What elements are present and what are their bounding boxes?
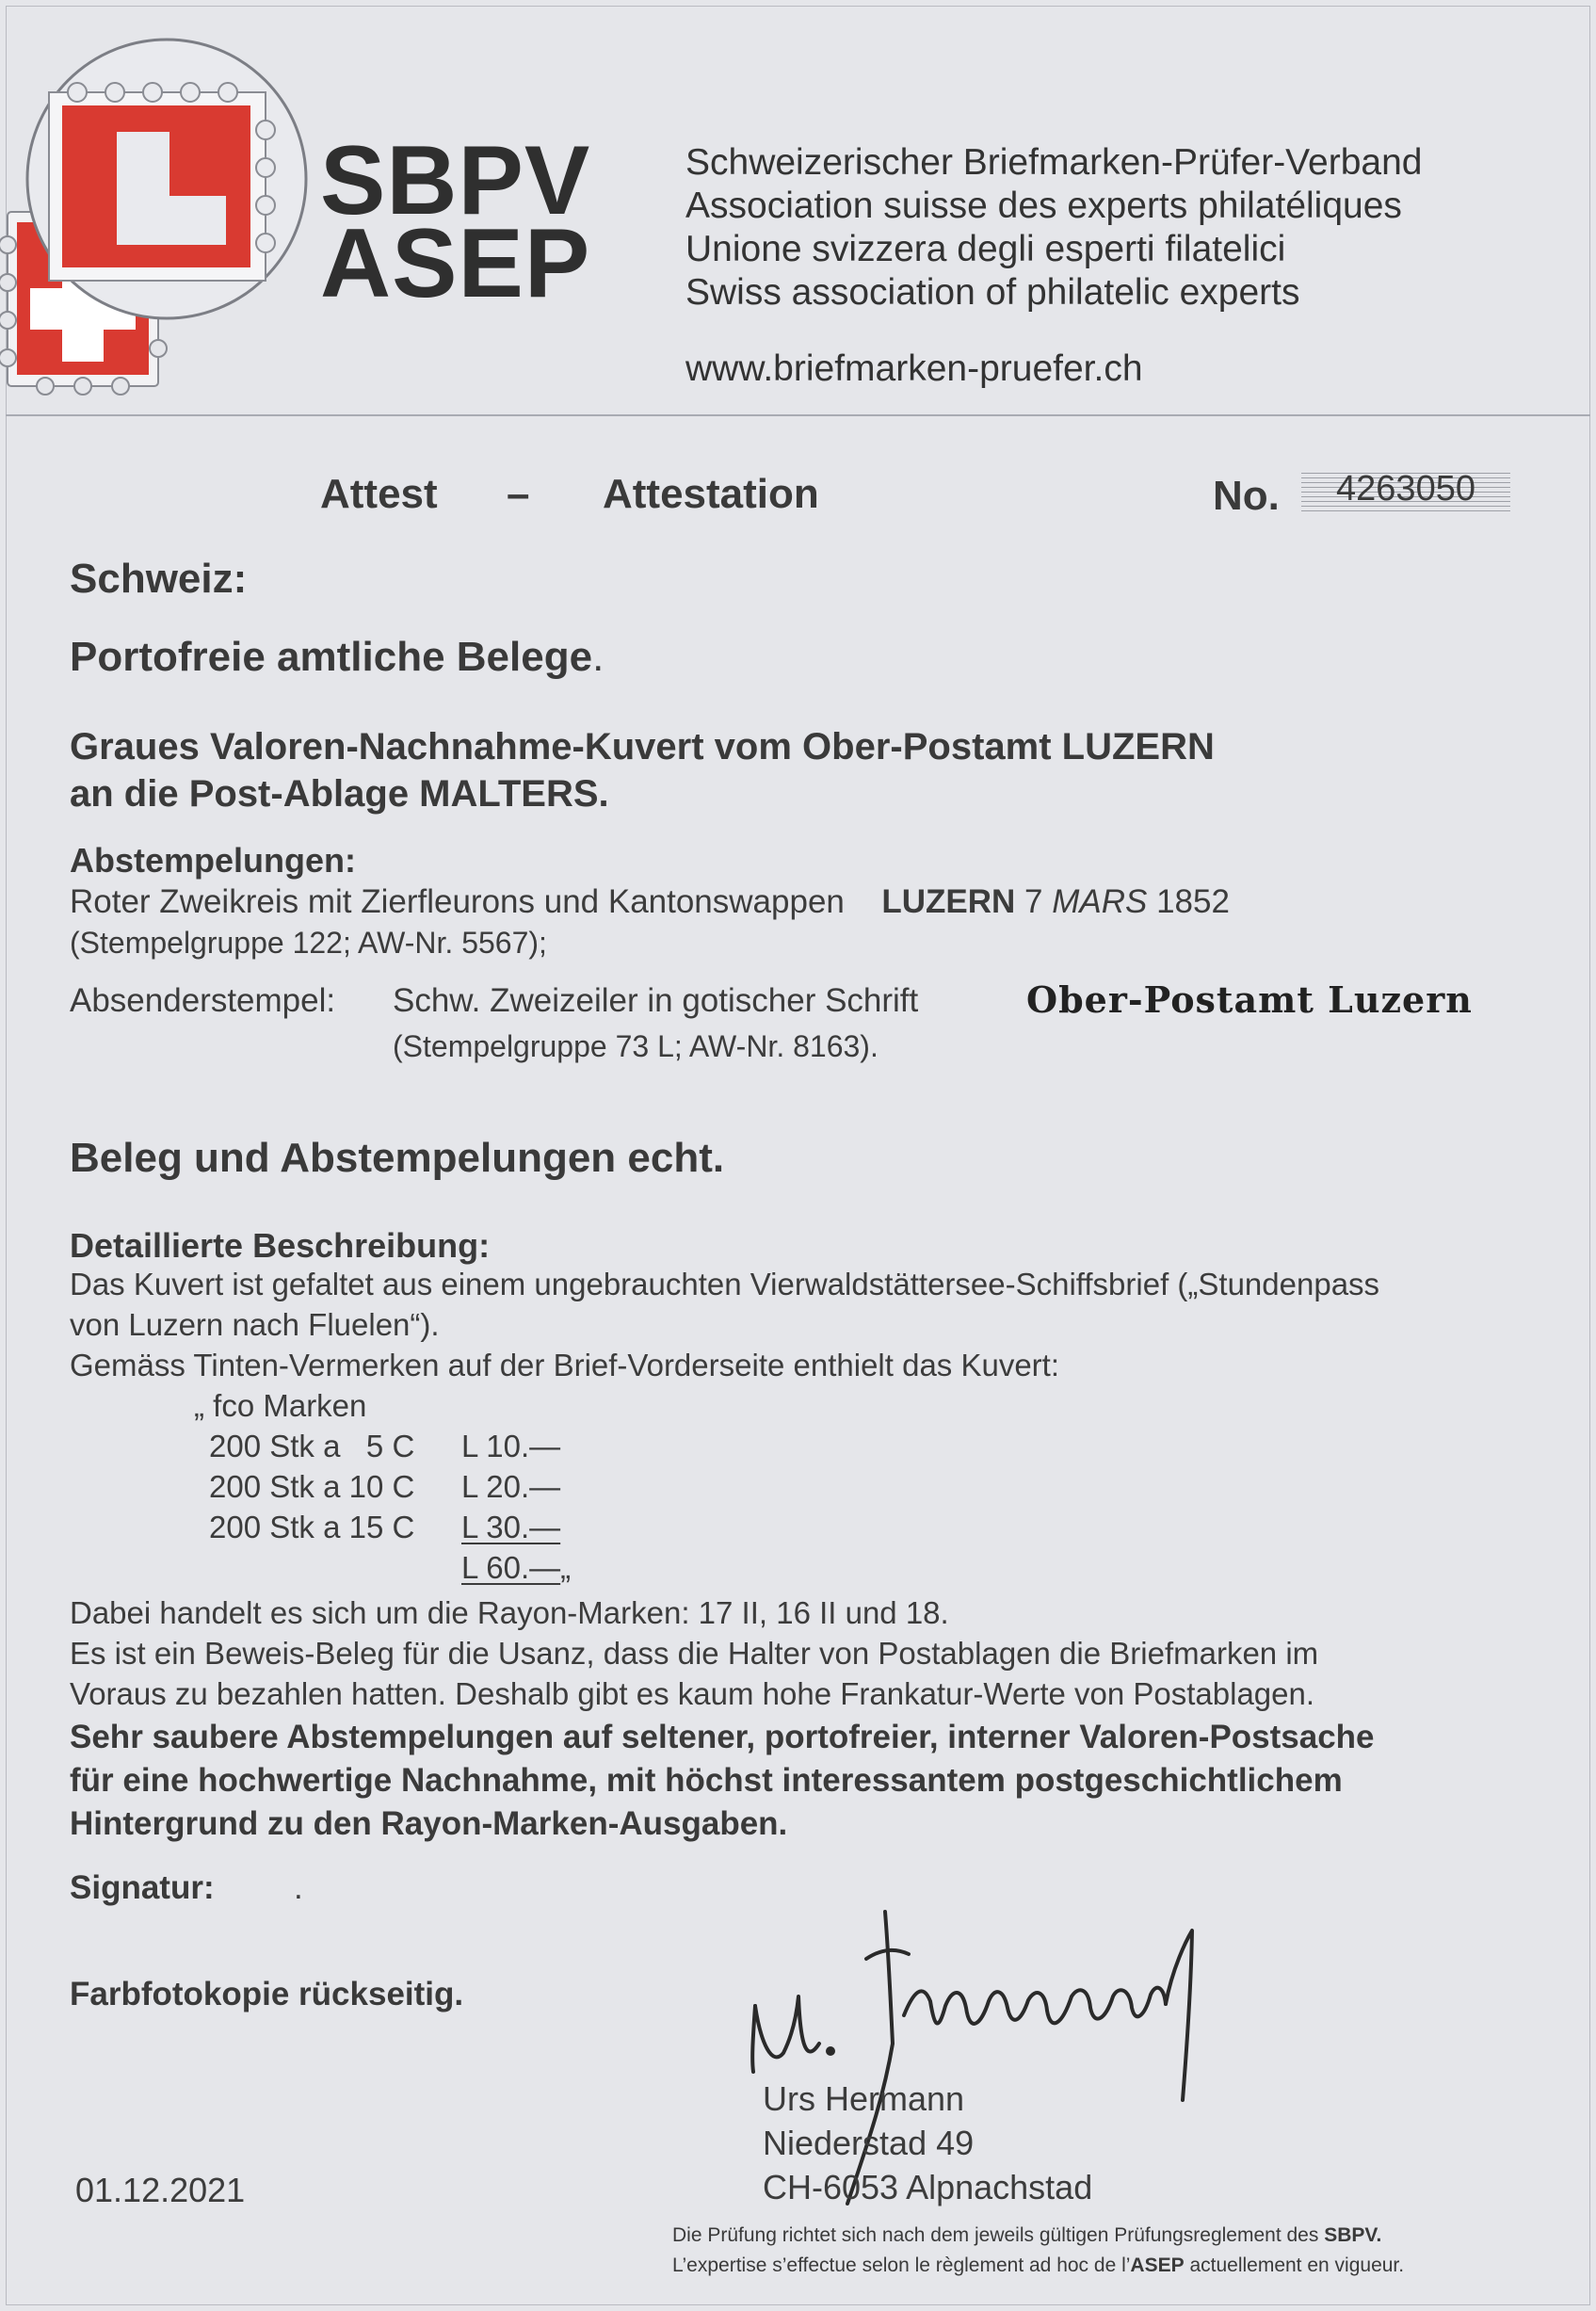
- sender-stamp-gothic: Ober-Postamt Luzern: [1026, 978, 1473, 1021]
- country-heading: Schweiz:: [70, 556, 248, 602]
- detail-after-line: Es ist ein Beweis-Beleg für die Usanz, dass die Halter von Postablagen die Briefmarken im: [70, 1636, 1319, 1671]
- cancellation-text: Roter Zweikreis mit Zierfleurons und Kantonswappen: [70, 883, 845, 920]
- cancellation-day: 7: [1024, 883, 1043, 920]
- footer-fr-suffix: actuellement en vigueur.: [1184, 2254, 1405, 2276]
- detail-line: von Luzern nach Fluelen“).: [70, 1307, 440, 1342]
- summary-line: Sehr saubere Abstempelungen auf seltener, portofreier, interner Valoren-Postsache: [70, 1719, 1375, 1755]
- detail-line: Das Kuvert ist gefaltet aus einem ungebrauchten Vierwaldstättersee-Schiffsbrief („Stundenpass: [70, 1267, 1380, 1301]
- assoc-name-fr: Association suisse des experts philatéliques: [685, 186, 1402, 226]
- footer-fr-text: L’expertise s’effectue selon le règlement ad hoc de l’: [672, 2254, 1131, 2276]
- expert-name: Urs Hermann: [763, 2079, 965, 2118]
- footer-line-de: [672, 2221, 1404, 2251]
- title-attestation: Attestation: [603, 471, 819, 517]
- number-label: No.: [1213, 473, 1280, 519]
- footer-line-fr: [672, 2251, 1404, 2281]
- cancellation-line-2: (Stempelgruppe 122; AW-Nr. 5567);: [70, 926, 547, 960]
- category-period: .: [592, 634, 605, 680]
- footer-de-text: Die Prüfung richtet sich nach dem jeweils gültigen Prüfungsreglement des: [672, 2224, 1325, 2246]
- item-description-line: Graues Valoren-Nachnahme-Kuvert vom Ober-Postamt LUZERN: [70, 726, 1215, 768]
- summary-line: für eine hochwertige Nachnahme, mit höchst interessantem postgeschichtlichem: [70, 1762, 1343, 1799]
- cancellations-heading: Abstempelungen:: [70, 841, 357, 880]
- detail-after-line: Dabei handelt es sich um die Rayon-Marken: 17 II, 16 II und 18.: [70, 1595, 949, 1630]
- item-description: [70, 723, 1215, 817]
- header-divider: [6, 414, 1590, 416]
- detail-after-line: Voraus zu bezahlen hatten. Deshalb gibt es kaum hohe Frankatur-Werte von Postablagen.: [70, 1676, 1315, 1711]
- stamps-total-row: [461, 1550, 571, 1586]
- summary-line: Hintergrund zu den Rayon-Marken-Ausgaben.: [70, 1805, 788, 1842]
- org-abbreviations: [320, 126, 591, 318]
- signature-label: Signatur:: [70, 1869, 215, 1906]
- expert-street: Niederstad 49: [763, 2124, 975, 2162]
- assoc-name-it: Unione svizzera degli esperti filatelici: [685, 229, 1286, 269]
- detail-line: Gemäss Tinten-Vermerken auf der Brief-Vorderseite enthielt das Kuvert:: [70, 1348, 1060, 1382]
- photocopy-note: Farbfotokopie rückseitig.: [70, 1976, 464, 2012]
- sender-stamp-ref: (Stempelgruppe 73 L; AW-Nr. 8163).: [393, 1029, 879, 1063]
- certificate-number: 4263050: [1301, 469, 1510, 512]
- stamp-row-qty: 200 Stk a 5 C: [209, 1429, 415, 1463]
- cancellation-year: 1852: [1156, 883, 1230, 920]
- cancellation-month: MARS: [1052, 883, 1148, 920]
- expert-address: [763, 2077, 1092, 2209]
- title-dash: –: [507, 471, 530, 517]
- stamp-row-qty: 200 Stk a 15 C: [209, 1510, 415, 1544]
- detail-text: [70, 1264, 1379, 1385]
- certificate-date: 01.12.2021: [75, 2171, 246, 2209]
- footer-fr-org: ASEP: [1130, 2254, 1185, 2276]
- stamps-heading: „ fco Marken: [194, 1388, 367, 1423]
- item-description-line: an die Post-Ablage MALTERS.: [70, 773, 609, 815]
- stamp-row-amount: L 20.—: [461, 1469, 561, 1504]
- category-heading: [70, 634, 604, 681]
- cancellation-place: LUZERN: [881, 883, 1016, 920]
- sender-stamp-text: Schw. Zweizeiler in gotischer Schrift: [393, 982, 919, 1019]
- stamps-total: L 60.—: [461, 1550, 561, 1585]
- abbr-sbpv: SBPV: [320, 126, 591, 235]
- stamp-row-qty: 200 Stk a 10 C: [209, 1469, 415, 1504]
- footer-de-org: SBPV.: [1324, 2224, 1382, 2246]
- expert-city: CH-6053 Alpnachstad: [763, 2168, 1093, 2206]
- stamps-total-suffix: „: [560, 1550, 572, 1585]
- stamp-row-amount: L 10.—: [461, 1429, 561, 1463]
- website-link[interactable]: www.briefmarken-pruefer.ch: [685, 348, 1143, 389]
- verdict: Beleg und Abstempelungen echt.: [70, 1135, 725, 1181]
- assoc-name-de: Schweizerischer Briefmarken-Prüfer-Verband: [685, 142, 1423, 183]
- abbr-asep: ASEP: [320, 209, 591, 318]
- footer-notes: [672, 2221, 1404, 2281]
- sender-stamp-label: Absenderstempel:: [70, 982, 336, 1019]
- assoc-name-en: Swiss association of philatelic experts: [685, 272, 1300, 313]
- summary: [70, 1716, 1375, 1846]
- association-names: [685, 141, 1422, 315]
- cancellation-line-1: [70, 883, 1230, 921]
- signature-mark: .: [294, 1869, 303, 1906]
- title-attest: Attest: [320, 471, 438, 517]
- sbpv-stamp-logo: [0, 38, 320, 405]
- category-text: Portofreie amtliche Belege: [70, 634, 593, 680]
- detail-after-text: [70, 1592, 1318, 1714]
- detail-heading: Detaillierte Beschreibung:: [70, 1226, 491, 1265]
- stamp-row-amount: L 30.—: [461, 1510, 561, 1544]
